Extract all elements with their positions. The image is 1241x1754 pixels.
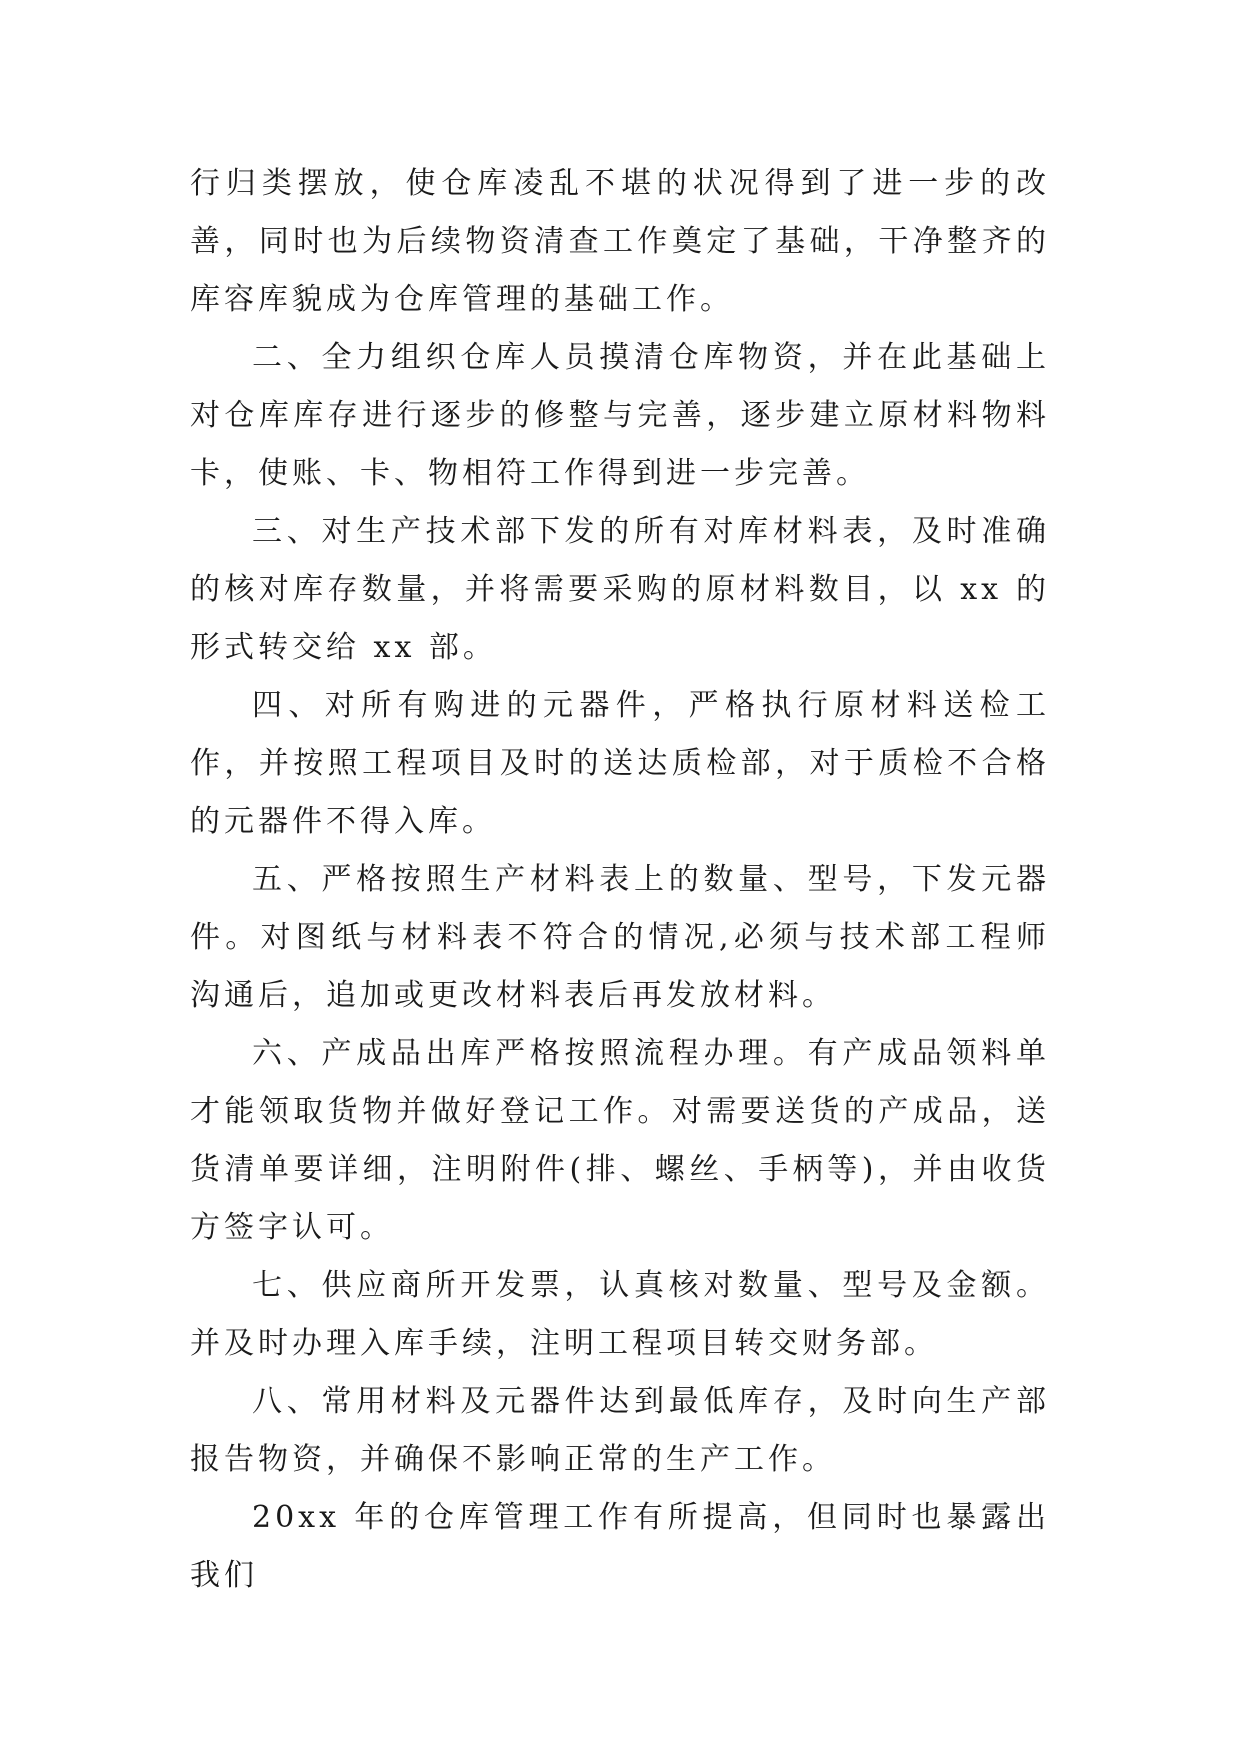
paragraph-item-8: 八、常用材料及元器件达到最低库存，及时向生产部报告物资，并确保不影响正常的生产工作。 (190, 1384, 1050, 1477)
document-body (190, 155, 1050, 1605)
paragraph-item-4: 四、对所有购进的元器件，严格执行原材料送检工作，并按照工程项目及时的送达质检部，对于质检不合格的元器件不得入库。 (190, 688, 1050, 839)
paragraph-item-3: 三、对生产技术部下发的所有对库材料表，及时准确的核对库存数量，并将需要采购的原材料数目，以 xx 的形式转交给 xx 部。 (190, 514, 1050, 665)
paragraph-item-5: 五、严格按照生产材料表上的数量、型号，下发元器件。对图纸与材料表不符合的情况,必须与技术部工程师沟通后，追加或更改材料表后再发放材料。 (190, 862, 1050, 1013)
paragraph-continuation: 行归类摆放，使仓库凌乱不堪的状况得到了进一步的改善，同时也为后续物资清查工作奠定了基础，干净整齐的库容库貌成为仓库管理的基础工作。 (190, 166, 1050, 317)
paragraph-item-6: 六、产成品出库严格按照流程办理。有产成品领料单才能领取货物并做好登记工作。对需要送货的产成品，送货清单要详细，注明附件(排、螺丝、手柄等)，并由收货方签字认可。 (190, 1036, 1050, 1245)
paragraph-summary: 20xx 年的仓库管理工作有所提高，但同时也暴露出我们 (190, 1500, 1050, 1593)
paragraph-item-7: 七、供应商所开发票，认真核对数量、型号及金额。并及时办理入库手续，注明工程项目转交财务部。 (190, 1268, 1050, 1361)
paragraph-item-2: 二、全力组织仓库人员摸清仓库物资，并在此基础上对仓库库存进行逐步的修整与完善，逐步建立原材料物料卡，使账、卡、物相符工作得到进一步完善。 (190, 340, 1050, 491)
